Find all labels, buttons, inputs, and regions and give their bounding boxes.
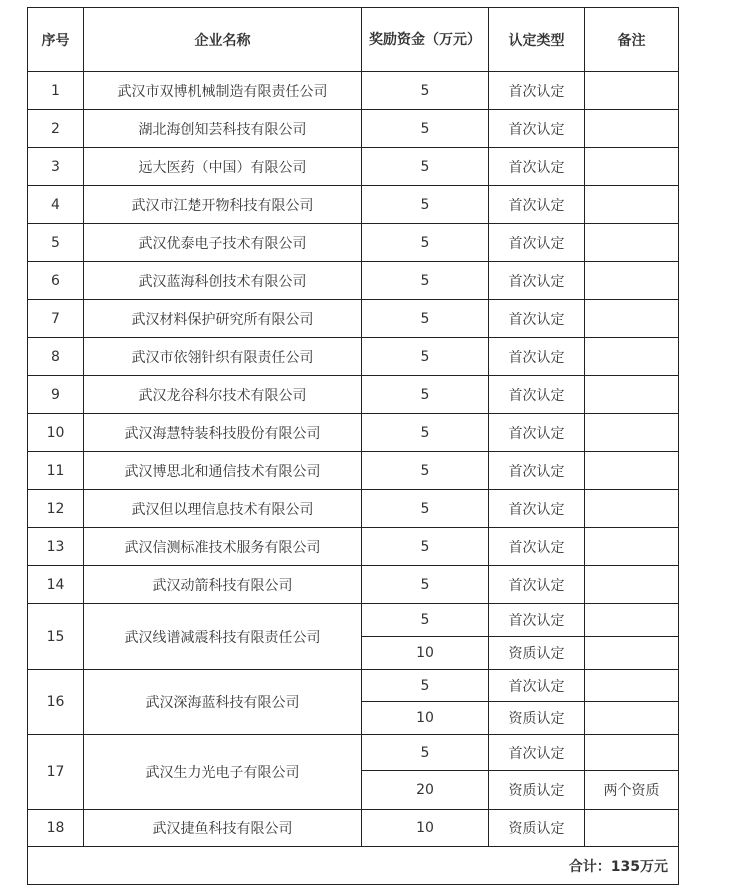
cell-index: 1: [28, 72, 84, 110]
header-company: 企业名称: [84, 8, 362, 72]
table-row: [28, 148, 679, 186]
cell-type: 资质认定: [489, 810, 585, 847]
cell-fund: 5: [362, 490, 489, 528]
cell-type: 首次认定: [489, 262, 585, 300]
cell-note: [585, 186, 679, 224]
cell-type: 资质认定: [489, 702, 585, 735]
cell-company: 武汉动箭科技有限公司: [84, 566, 362, 604]
table-row: [28, 262, 679, 300]
cell-company: 武汉材料保护研究所有限公司: [84, 300, 362, 338]
cell-index: 14: [28, 566, 84, 604]
cell-company: 武汉市双博机械制造有限责任公司: [84, 72, 362, 110]
cell-index: 7: [28, 300, 84, 338]
cell-index: 3: [28, 148, 84, 186]
cell-type: 首次认定: [489, 528, 585, 566]
cell-index: 8: [28, 338, 84, 376]
cell-company: 武汉海慧特装科技股份有限公司: [84, 414, 362, 452]
table-row: [28, 300, 679, 338]
award-table: [27, 7, 679, 885]
cell-company: 武汉生力光电子有限公司: [84, 735, 362, 810]
cell-index: 17: [28, 735, 84, 810]
cell-company: 武汉信测标准技术服务有限公司: [84, 528, 362, 566]
cell-fund: 5: [362, 224, 489, 262]
cell-fund: 5: [362, 148, 489, 186]
cell-index: 16: [28, 670, 84, 735]
cell-company: 武汉博思北和通信技术有限公司: [84, 452, 362, 490]
cell-note: [585, 262, 679, 300]
table-row: [28, 414, 679, 452]
cell-index: 13: [28, 528, 84, 566]
cell-fund: 5: [362, 604, 489, 637]
cell-note: [585, 224, 679, 262]
cell-fund: 20: [362, 771, 489, 810]
cell-index: 12: [28, 490, 84, 528]
header-index: 序号: [28, 8, 84, 72]
cell-note: [585, 566, 679, 604]
cell-index: 2: [28, 110, 84, 148]
cell-type: 首次认定: [489, 735, 585, 771]
cell-type: 首次认定: [489, 452, 585, 490]
cell-note: [585, 72, 679, 110]
cell-index: 6: [28, 262, 84, 300]
cell-note: [585, 376, 679, 414]
cell-type: 首次认定: [489, 376, 585, 414]
cell-index: 11: [28, 452, 84, 490]
table-row: [28, 735, 679, 771]
cell-note: [585, 810, 679, 847]
header-note: 备注: [585, 8, 679, 72]
cell-index: 9: [28, 376, 84, 414]
cell-note: [585, 528, 679, 566]
cell-type: 首次认定: [489, 490, 585, 528]
table-row: [28, 490, 679, 528]
cell-note: [585, 452, 679, 490]
total-row: [28, 847, 679, 885]
cell-company: 武汉市依翎针织有限责任公司: [84, 338, 362, 376]
cell-fund: 5: [362, 338, 489, 376]
cell-index: 10: [28, 414, 84, 452]
cell-note: [585, 490, 679, 528]
cell-fund: 10: [362, 810, 489, 847]
cell-type: 首次认定: [489, 148, 585, 186]
cell-note: [585, 735, 679, 771]
cell-type: 首次认定: [489, 670, 585, 702]
table-header-row: [28, 8, 679, 72]
table-row: [28, 670, 679, 702]
cell-fund: 10: [362, 637, 489, 670]
cell-index: 4: [28, 186, 84, 224]
cell-fund: 5: [362, 670, 489, 702]
cell-note: [585, 110, 679, 148]
cell-fund: 5: [362, 566, 489, 604]
cell-fund: 5: [362, 376, 489, 414]
table-row: [28, 604, 679, 637]
cell-fund: 5: [362, 528, 489, 566]
cell-company: 武汉龙谷科尔技术有限公司: [84, 376, 362, 414]
header-fund: 奖励资金（万元）: [362, 8, 489, 72]
cell-fund: 5: [362, 186, 489, 224]
cell-type: 首次认定: [489, 110, 585, 148]
cell-index: 15: [28, 604, 84, 670]
cell-note: [585, 604, 679, 637]
cell-company: 武汉线谱减震科技有限责任公司: [84, 604, 362, 670]
cell-note: [585, 148, 679, 186]
cell-note: [585, 338, 679, 376]
cell-type: 首次认定: [489, 72, 585, 110]
cell-fund: 5: [362, 300, 489, 338]
cell-company: 武汉但以理信息技术有限公司: [84, 490, 362, 528]
table-row: [28, 110, 679, 148]
cell-company: 武汉蓝海科创技术有限公司: [84, 262, 362, 300]
table-row: [28, 566, 679, 604]
cell-type: 资质认定: [489, 637, 585, 670]
cell-company: 武汉深海蓝科技有限公司: [84, 670, 362, 735]
cell-company: 远大医药（中国）有限公司: [84, 148, 362, 186]
cell-type: 首次认定: [489, 186, 585, 224]
total-value: 合计：135万元: [28, 847, 679, 885]
table-row: [28, 376, 679, 414]
table-row: [28, 224, 679, 262]
cell-note: [585, 670, 679, 702]
table-row: [28, 186, 679, 224]
table-row: [28, 72, 679, 110]
cell-fund: 5: [362, 452, 489, 490]
cell-company: 湖北海创知芸科技有限公司: [84, 110, 362, 148]
cell-note: [585, 300, 679, 338]
cell-company: 武汉优泰电子技术有限公司: [84, 224, 362, 262]
cell-index: 18: [28, 810, 84, 847]
cell-note: [585, 702, 679, 735]
cell-type: 资质认定: [489, 771, 585, 810]
cell-type: 首次认定: [489, 414, 585, 452]
cell-type: 首次认定: [489, 338, 585, 376]
cell-type: 首次认定: [489, 604, 585, 637]
cell-note: [585, 637, 679, 670]
cell-note: [585, 414, 679, 452]
cell-index: 5: [28, 224, 84, 262]
cell-fund: 5: [362, 735, 489, 771]
cell-fund: 5: [362, 72, 489, 110]
table-row: [28, 528, 679, 566]
table-row: [28, 810, 679, 847]
cell-type: 首次认定: [489, 224, 585, 262]
cell-fund: 5: [362, 262, 489, 300]
cell-note: 两个资质: [585, 771, 679, 810]
table-row: [28, 338, 679, 376]
cell-fund: 5: [362, 414, 489, 452]
header-type: 认定类型: [489, 8, 585, 72]
cell-fund: 10: [362, 702, 489, 735]
table-row: [28, 452, 679, 490]
cell-company: 武汉捷鱼科技有限公司: [84, 810, 362, 847]
cell-company: 武汉市江楚开物科技有限公司: [84, 186, 362, 224]
cell-fund: 5: [362, 110, 489, 148]
cell-type: 首次认定: [489, 300, 585, 338]
cell-type: 首次认定: [489, 566, 585, 604]
